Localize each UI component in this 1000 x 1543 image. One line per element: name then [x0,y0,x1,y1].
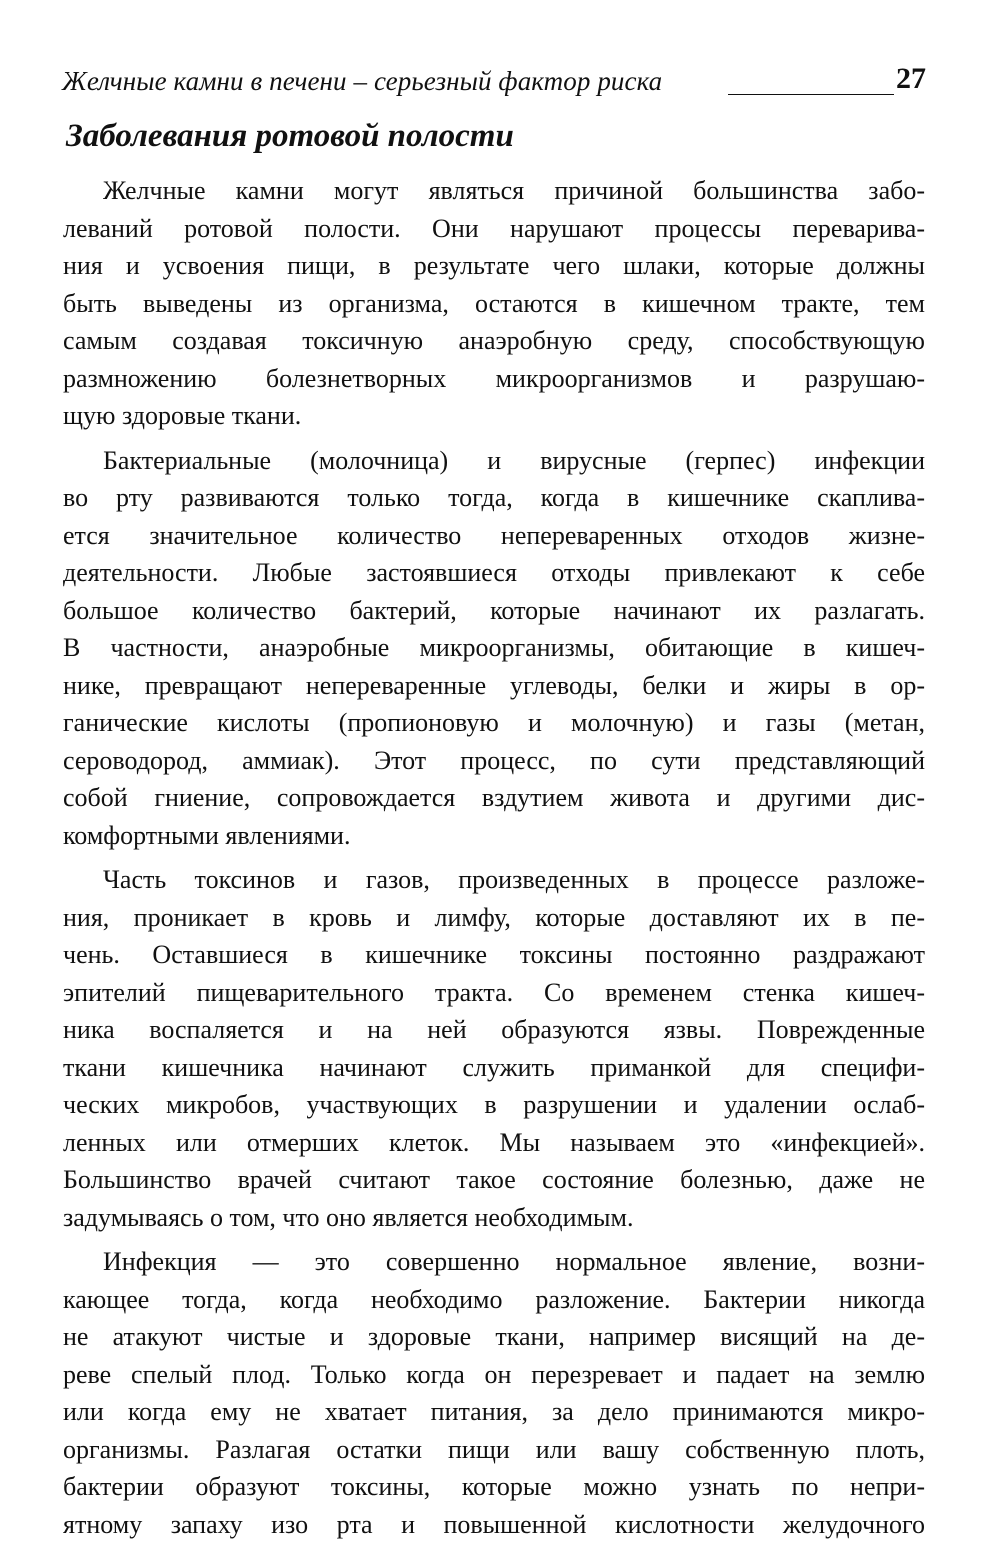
text-line: ческих микробов, участвующих в разрушении и удалении ослаб- [63,1086,925,1124]
text-line: чень. Оставшиеся в кишечнике токсины постоянно раздражают [63,936,925,974]
text-line: или когда ему не хватает питания, за дело принимаются микро- [63,1393,925,1431]
text-line: комфортными явлениями. [63,817,925,855]
text-line: нике, превращают непереваренные углеводы, белки и жиры в ор- [63,667,925,705]
text-line: ется значительное количество непереваренных отходов жизне- [63,517,925,555]
text-line: Бактериальные (молочница) и вирусные (герпес) инфекции [63,442,925,480]
text-line: ника воспаляется и на ней образуются язвы. Поврежденные [63,1011,925,1049]
paragraph [63,1243,925,1543]
text-line: Большинство врачей считают такое состояние болезнью, даже не [63,1161,925,1199]
text-line: ния, проникает в кровь и лимфу, которые доставляют их в пе- [63,899,925,937]
text-line: размножению болезнетворных микроорганизмов и разрушаю- [63,360,925,398]
paragraph-gap [63,854,925,861]
paragraph [63,442,925,855]
text-line: самым создавая токсичную анаэробную среду, способствующую [63,322,925,360]
section-heading: Заболевания ротовой полости [66,118,514,155]
text-line: щую здоровые ткани. [63,397,925,435]
header-rule [728,94,894,95]
text-line: В частности, анаэробные микроорганизмы, обитающие в кишеч- [63,629,925,667]
text-line: эпителий пищеварительного тракта. Со временем стенка кишеч- [63,974,925,1012]
paragraph [63,861,925,1236]
paragraph-gap [63,1236,925,1243]
text-line: кающее тогда, когда необходимо разложение. Бактерии никогда [63,1281,925,1319]
text-line: во рту развиваются только тогда, когда в кишечнике скаплива- [63,479,925,517]
text-line: бактерии образуют токсины, которые можно узнать по непри- [63,1468,925,1506]
paragraph [63,172,925,435]
running-title: Желчные камни в печени – серьезный фактор риска [62,66,662,97]
text-line: ленных или отмерших клеток. Мы называем это «инфекцией». [63,1124,925,1162]
text-line: деятельности. Любые застоявшиеся отходы привлекают к себе [63,554,925,592]
text-line: организмы. Разлагая остатки пищи или вашу собственную плоть, [63,1431,925,1469]
text-line: ткани кишечника начинают служить приманкой для специфи- [63,1049,925,1087]
text-line: задумываясь о том, что оно является необходимым. [63,1199,925,1237]
text-line: ганические кислоты (пропионовую и молочную) и газы (метан, [63,704,925,742]
text-line: ятному запаху изо рта и повышенной кислотности желудочного [63,1506,925,1543]
text-line: большое количество бактерий, которые начинают их разлагать. [63,592,925,630]
text-line: не атакуют чистые и здоровые ткани, например висящий на де- [63,1318,925,1356]
text-line: леваний ротовой полости. Они нарушают процессы переварива- [63,210,925,248]
text-line: сероводород, аммиак). Этот процесс, по сути представляющий [63,742,925,780]
text-line: Инфекция — это совершенно нормальное явление, возни- [63,1243,925,1281]
body-text [63,172,925,1543]
running-header [62,62,926,108]
text-line: собой гниение, сопровождается вздутием живота и другими дис- [63,779,925,817]
paragraph-gap [63,435,925,442]
text-line: Часть токсинов и газов, произведенных в процессе разложе- [63,861,925,899]
text-line: быть выведены из организма, остаются в кишечном тракте, тем [63,285,925,323]
text-line: ния и усвоения пищи, в результате чего шлаки, которые должны [63,247,925,285]
text-line: реве спелый плод. Только когда он перезревает и падает на землю [63,1356,925,1394]
page-number: 27 [896,62,926,96]
text-line: Желчные камни могут являться причиной большинства забо- [63,172,925,210]
